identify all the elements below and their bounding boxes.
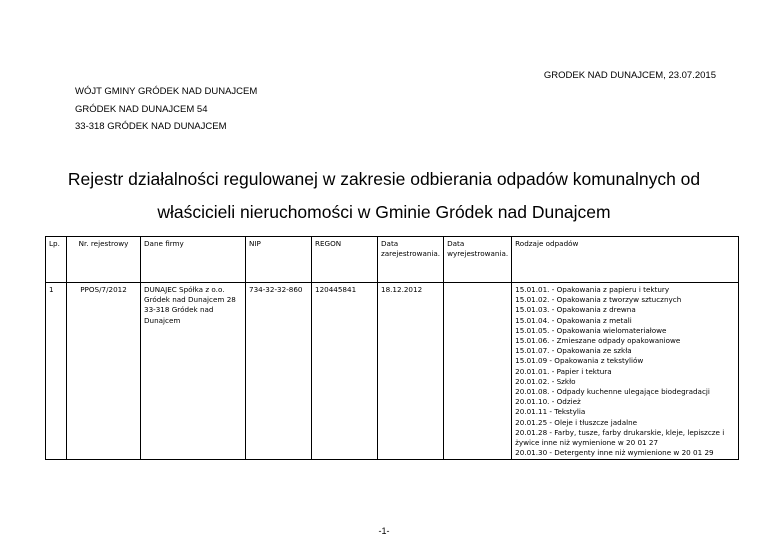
address-line-street: GRÓDEK NAD DUNAJCEM 54 bbox=[75, 104, 208, 115]
waste-type-item: 20.01.02. - Szkło bbox=[515, 376, 576, 386]
waste-type-item: 15.01.05. - Opakowania wielomateriałowe bbox=[515, 325, 667, 335]
header-nip: NIP bbox=[246, 237, 312, 283]
cell-registration-date: 18.12.2012 bbox=[378, 283, 444, 460]
cell-deregistration-date bbox=[444, 283, 512, 460]
waste-type-item: 15.01.03. - Opakowania z drewna bbox=[515, 305, 636, 315]
cell-company-data bbox=[141, 283, 246, 460]
place-and-date: GRODEK NAD DUNAJCEM, 23.07.2015 bbox=[543, 70, 716, 81]
address-line-postal: 33-318 GRÓDEK NAD DUNAJCEM bbox=[75, 121, 227, 132]
waste-type-item: 15.01.06. - Zmieszane odpady opakowaniowe bbox=[515, 336, 681, 346]
header-deregistration-date: Data wyrejestrowania. bbox=[444, 237, 512, 283]
header-lp: Lp. bbox=[46, 237, 67, 283]
header-waste-types: Rodzaje odpadów bbox=[512, 237, 739, 283]
waste-type-item: 20.01.30 - Detergenty inne niż wymienione w 20 01 29 bbox=[515, 448, 714, 458]
waste-type-item: 20.01.01. - Papier i tektura bbox=[515, 366, 612, 376]
waste-type-item: 20.01.11 - Tekstylia bbox=[515, 407, 586, 417]
waste-type-item: 15.01.02. - Opakowania z tworzyw sztucznych bbox=[515, 295, 682, 305]
cell-waste-types bbox=[512, 283, 739, 460]
company-name: DUNAJEC Spółka z o.o. bbox=[144, 285, 225, 294]
header-company-data: Dane firmy bbox=[141, 237, 246, 283]
table-row bbox=[46, 283, 739, 460]
company-street: Gródek nad Dunajcem 28 bbox=[144, 295, 236, 305]
header-registration-date: Data zarejestrowania. bbox=[378, 237, 444, 283]
page-number: -1- bbox=[378, 526, 390, 536]
table-header-row bbox=[46, 237, 739, 283]
waste-type-item: 15.01.09 - Opakowania z tekstyliów bbox=[515, 356, 644, 366]
register-table bbox=[45, 236, 739, 460]
cell-regon: 120445841 bbox=[312, 283, 378, 460]
waste-type-item: 20.01.25 - Oleje i tłuszcze jadalne bbox=[515, 417, 638, 427]
waste-type-item: 20.01.08. - Odpady kuchenne ulegające biodegradacji bbox=[515, 387, 710, 397]
cell-nip: 734-32-32-860 bbox=[246, 283, 312, 460]
cell-registration-number: PPOS/7/2012 bbox=[67, 283, 141, 460]
waste-type-item: 15.01.04. - Opakowania z metali bbox=[515, 315, 632, 325]
address-line-office: WÓJT GMINY GRÓDEK NAD DUNAJCEM bbox=[75, 86, 258, 97]
header-regon: REGON bbox=[312, 237, 378, 283]
waste-type-item: 20.01.28 - Farby, tusze, farby drukarskie, kleje, lepiszcze i żywice inne niż wymienione w 20 01 27 bbox=[515, 427, 725, 448]
waste-type-item: 15.01.01. - Opakowania z papieru i tektury bbox=[515, 285, 670, 294]
waste-type-item: 20.01.10. - Odzież bbox=[515, 397, 581, 407]
header-registration-number: Nr. rejestrowy bbox=[67, 237, 141, 283]
cell-lp: 1 bbox=[46, 283, 67, 460]
document-title-line-2: właścicieli nieruchomości w Gminie Gródek nad Dunajcem bbox=[157, 202, 611, 222]
document-title-line-1: Rejestr działalności regulowanej w zakresie odbierania odpadów komunalnych od bbox=[67, 169, 701, 189]
waste-type-item: 15.01.07. - Opakowania ze szkła bbox=[515, 346, 632, 356]
company-town: Dunajcem bbox=[144, 315, 181, 325]
company-postal: 33-318 Gródek nad bbox=[144, 305, 214, 315]
